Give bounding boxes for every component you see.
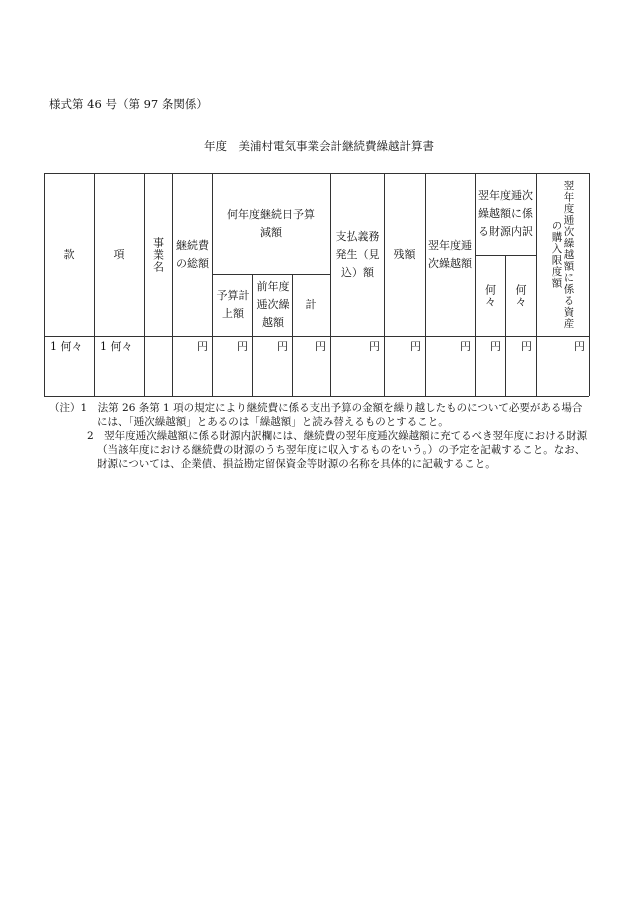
form-number: 様式第 46 号（第 97 条関係）	[49, 97, 208, 111]
note-1: （注）1 法第 26 条第 1 項の規定により継続費に係る支出予算の金額を繰り越したものについて必要がある場合には、「逓次繰越額」とあるのは「繰越額」と読み替えるものとすること。	[49, 402, 583, 428]
header-zaigen-uchiwake: 翌年度逓次繰越額に係る財源内訳	[478, 189, 533, 238]
row-nanina-1: 円	[490, 340, 501, 353]
row-yokunendo: 円	[460, 340, 471, 353]
row-shiharai: 円	[369, 340, 380, 353]
header-zennendo: 前年度逓次繰越額	[256, 280, 290, 329]
header-nanina-1: 何々	[483, 283, 497, 308]
row-kou: 1 何々	[100, 340, 133, 353]
header-kei: 計	[305, 298, 317, 311]
row-kan: 1 何々	[50, 340, 83, 353]
table-border-bottom	[44, 396, 589, 397]
header-yosan-keijou: 予算計上額	[216, 289, 250, 320]
header-shisan-kounyu: 翌年度逓次繰越額に係る資産の購入限度額	[550, 179, 575, 330]
row-yosan-keijou: 円	[237, 340, 248, 353]
header-shiharai: 支払義務発生（見込）額	[335, 229, 380, 279]
header-kou: 項	[113, 247, 125, 261]
header-kan: 款	[63, 247, 75, 261]
header-sougaku: 継続費の総額	[176, 238, 209, 270]
row-nanina-2: 円	[521, 340, 532, 353]
header-nanina-2: 何々	[514, 283, 527, 308]
notes	[49, 401, 591, 471]
row-shisan-kounyu: 円	[574, 340, 585, 353]
header-jigyoumei: 事業名	[151, 236, 165, 273]
header-yokunendo: 翌年度逓次繰越額	[428, 238, 472, 270]
row-zennendo: 円	[277, 340, 288, 353]
header-gentaku: 何年度継続日予算減額	[227, 207, 315, 239]
document-title: 年度 美浦村電気事業会計継続費繰越計算書	[204, 139, 434, 153]
col-line	[589, 173, 590, 396]
row-zangaku: 円	[410, 340, 421, 353]
row-sougaku: 円	[197, 340, 208, 353]
header-zangaku: 残額	[393, 247, 416, 261]
note-2: 2 翌年度逓次繰越額に係る財源内訳欄には、継続費の翌年度逓次繰越額に充てるべき翌年度における財源（当該年度における継続費の財源のうち翌年度に収入するものをいう。）の予定を記載すること。なお、財源については、企業債、損益勘定留保資金等財源の名称を具体的に記載すること。	[87, 430, 588, 470]
row-kei: 円	[315, 340, 326, 353]
